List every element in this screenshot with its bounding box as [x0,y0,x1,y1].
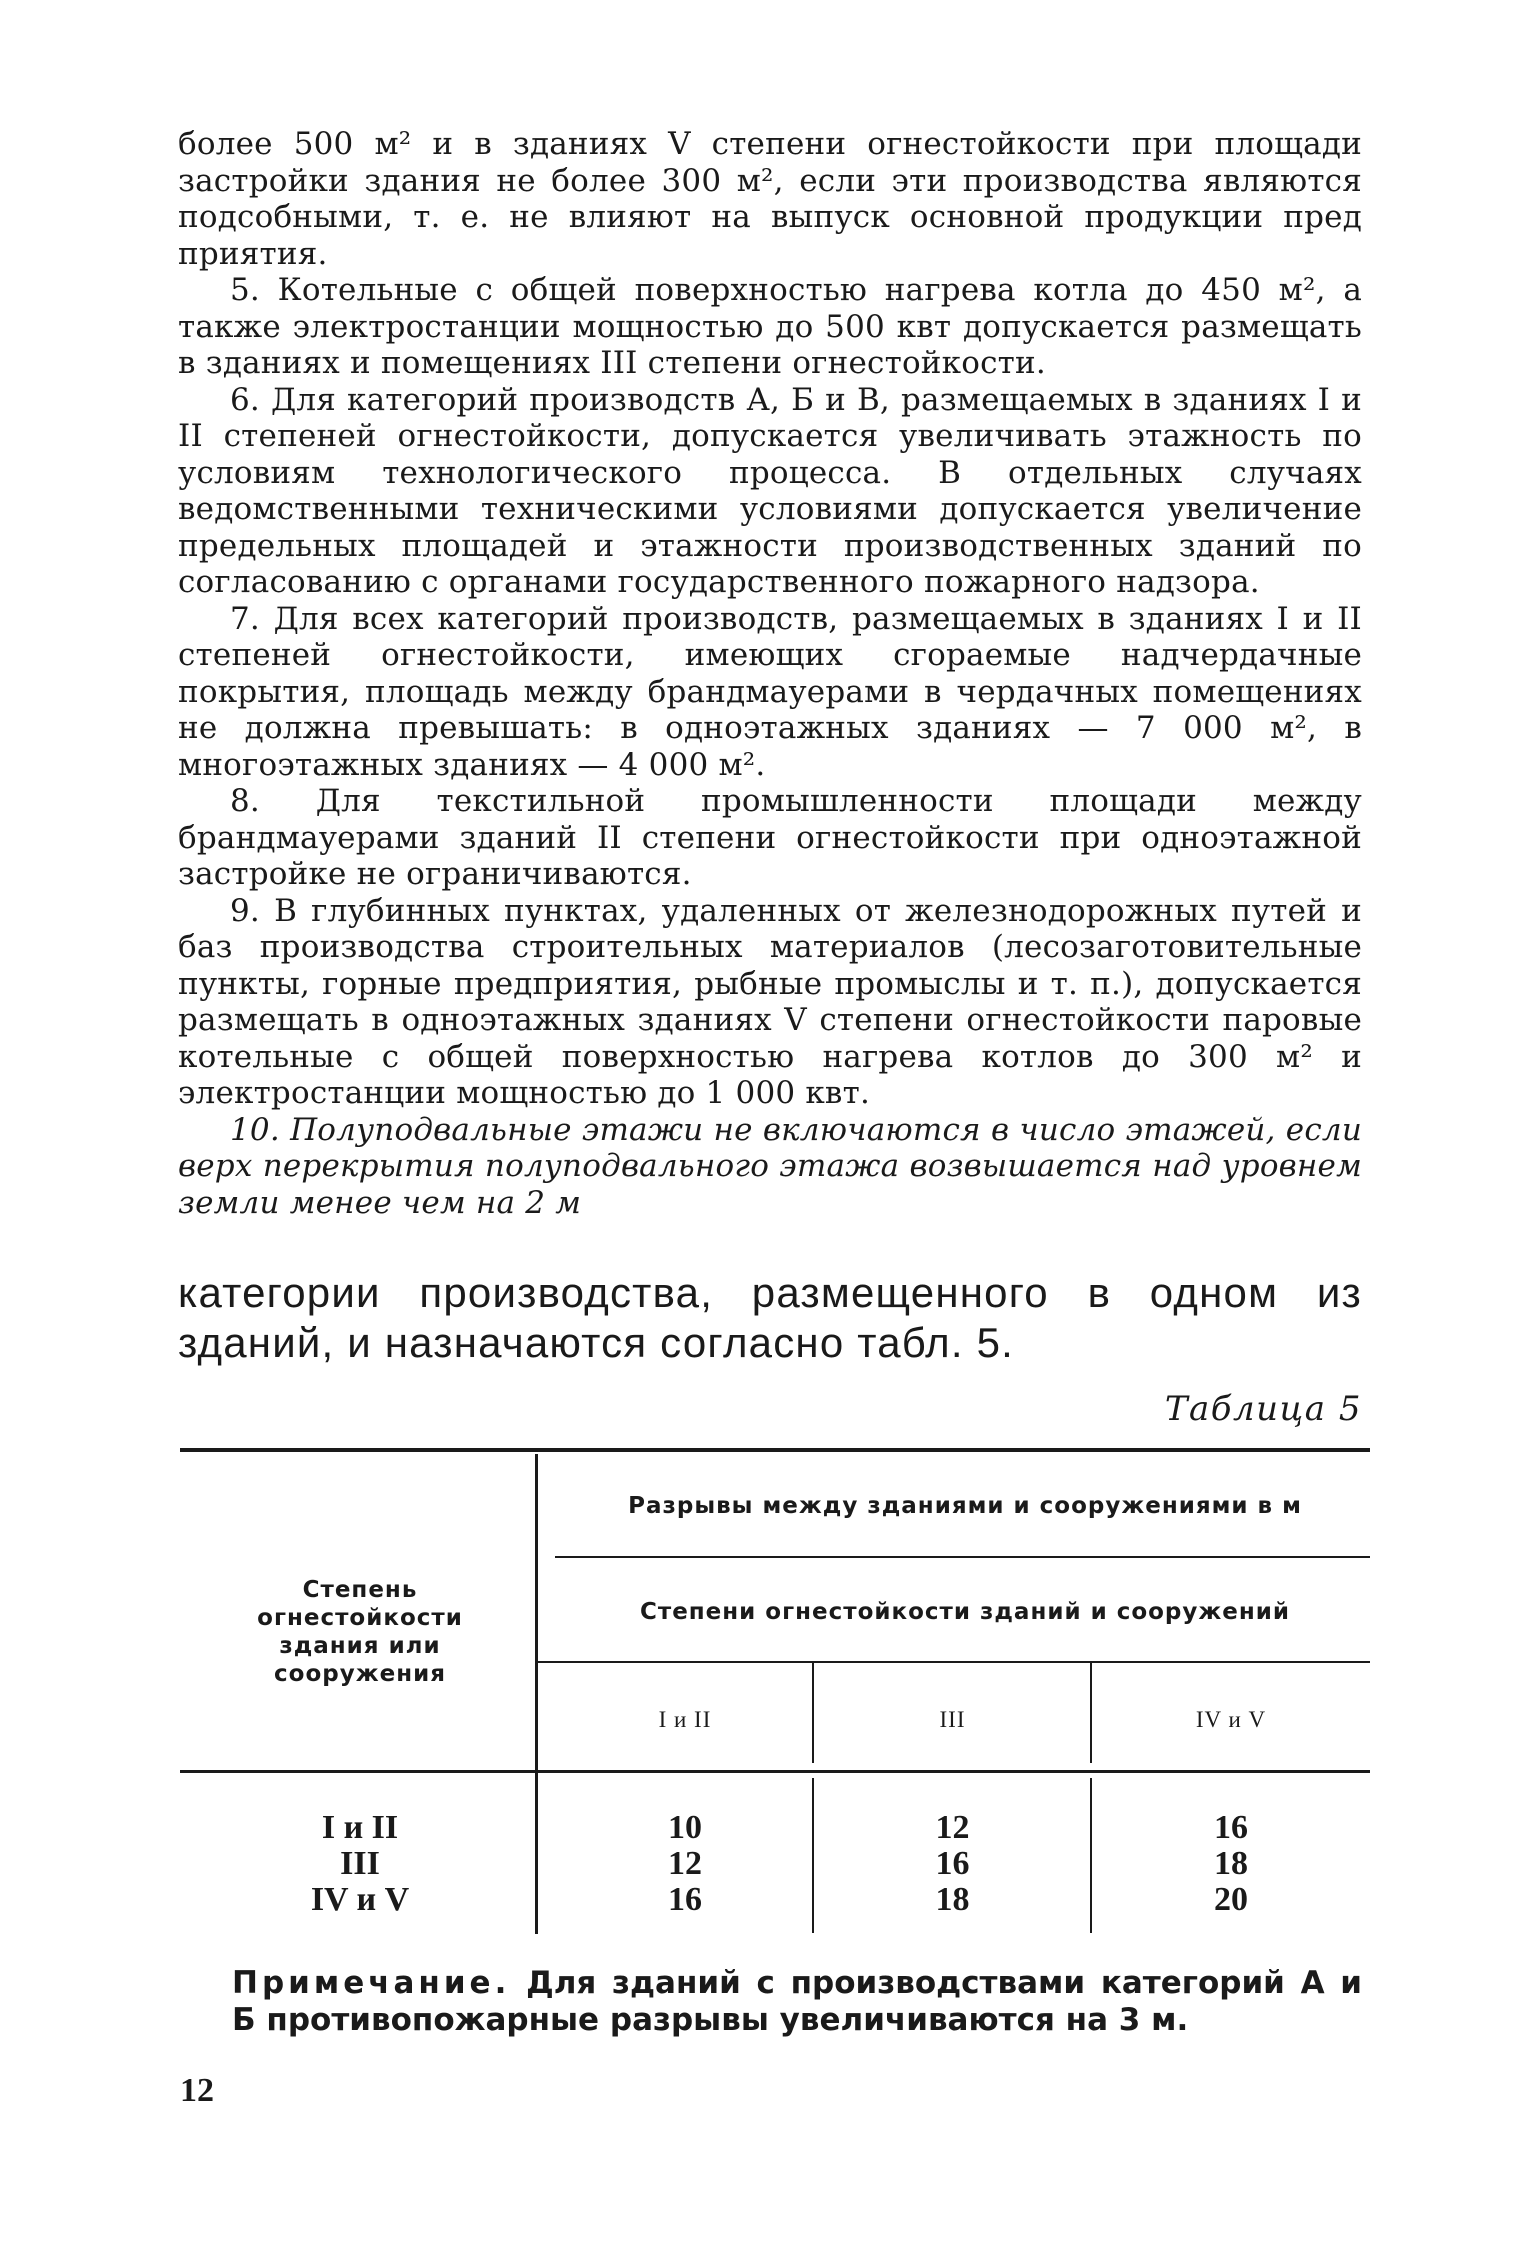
table-cell: 12 [935,1809,970,1846]
paragraph-item-10: 10. Полуподвальные этажи не включаются в число этажей, если верх перекрытия полуподвального этажа возвышается над уровнем земли менее чем на 2 м [178,1111,1362,1221]
table-row-label-3: IV и V [310,1881,410,1918]
paragraph-item-6: 6. Для категорий производств А, Б и В, размещаемых в зданиях I и II степеней огнестойкости, допускается увеличивать этажность по условиям технологического процесса. В отдельных случаях ведомственными техническими условиями допускается увеличение предельных площадей и этажности производственных зданий по согласованию с органами государственного пожарного надзора. [178,381,1362,600]
table-caption: Таблица 5 [1164,1389,1362,1429]
table-row-label-1: I и II [321,1809,399,1846]
table-cell: 12 [668,1845,702,1882]
paragraph-item-8: 8. Для текстильной промышленности площади между брандмауерами зданий II степени огнестойкости при одноэтажной застройке не ограничиваются. [178,783,1362,892]
paragraph-table-intro: категории производства, размещенного в одном из зданий, и назначаются согласно табл. 5. [178,1269,1362,1366]
note-label: Примечание. [232,1965,511,2001]
table-subheader-rule [535,1661,1370,1663]
paragraph-item-9: 9. В глубинных пунктах, удаленных от железнодорожных путей и баз производства строительных материалов (лесозаготовительные пункты, горные предприятия, рыбные промыслы и т. п.), допускается размещать в одноэтажных зданиях V степени огнестойкости паровые котельные с общей поверхностью нагрева котлов до 300 м² и электростанции мощностью до 1 000 квт. [178,892,1362,1111]
table-stub-header: Степень огнестойкости здания или сооружения [257,1577,463,1687]
table-cell: 18 [1214,1845,1248,1882]
table-cell: 18 [935,1881,970,1918]
table-col-header-2: III [939,1707,966,1732]
body-text-large [178,1268,1362,1368]
table-note [232,1965,1362,2039]
table-cell: 20 [1214,1881,1248,1918]
body-text-small [178,126,1362,1221]
table-cell: 16 [935,1845,970,1882]
table-col-divider-1 [812,1663,814,1763]
table-body-divider-1 [812,1778,814,1933]
page-number: 12 [180,2072,214,2109]
table-col-header-3: IV и V [1195,1707,1267,1732]
paragraph-continuation: более 500 м² и в зданиях V степени огнестойкости при площади застройки здания не более 300 м², если эти производства являются подсобными, т. е. не влияют на выпуск основной продукции пред приятия. [178,126,1362,272]
table-header-rule [180,1770,1370,1773]
table-stub-divider [535,1454,538,1934]
table-cell: 16 [1214,1809,1248,1846]
table-row-label-2: III [340,1845,380,1882]
note-text: Для зданий с производствами категорий А и Б противопожарные разрывы увеличиваются на 3 м. [232,1965,1363,2038]
table-col-header-1: I и II [658,1707,712,1732]
table-5 [180,1448,1370,1948]
table-group-header: Разрывы между зданиями и сооружениями в м [628,1493,1302,1519]
table-cell: 10 [668,1809,702,1846]
paragraph-item-5: 5. Котельные с общей поверхностью нагрева котла до 450 м², а также электростанции мощностью до 500 квт допускается размещать в зданиях и помещениях III степени огнестойкости. [178,272,1362,381]
table-cell: 16 [668,1881,702,1918]
table-top-rule [180,1448,1370,1452]
table-sub-header: Степени огнестойкости зданий и сооружений [639,1599,1291,1625]
table-group-rule [555,1556,1370,1558]
paragraph-item-7: 7. Для всех категорий производств, размещаемых в зданиях I и II степеней огнестойкости, имеющих сгораемые надчердачные покрытия, площадь между брандмауерами в чердачных помещениях не должна превышать: в одноэтажных зданиях — 7 000 м², в многоэтажных зданиях — 4 000 м². [178,600,1362,783]
